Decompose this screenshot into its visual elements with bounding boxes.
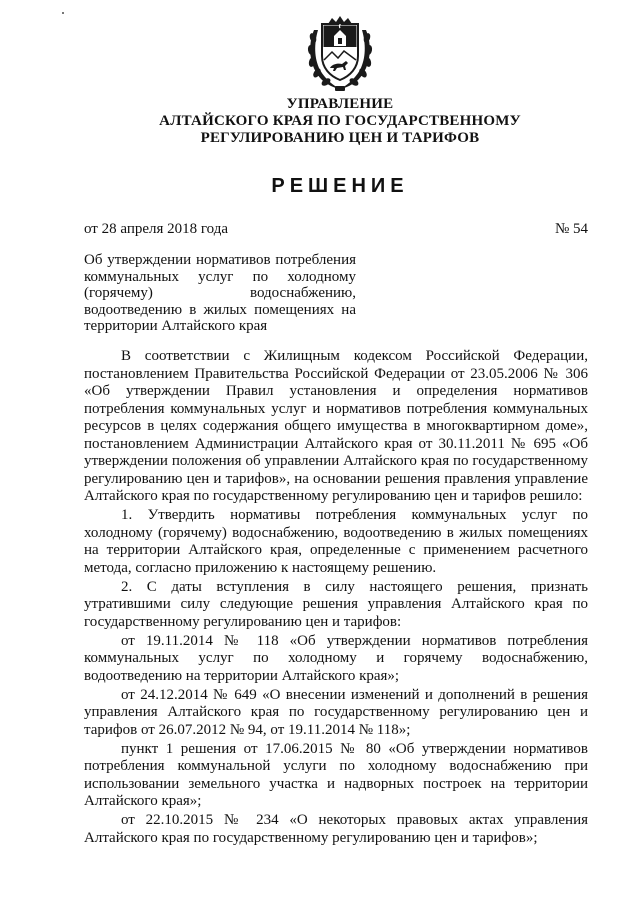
coat-of-arms-icon <box>304 14 376 94</box>
agency-line-1: УПРАВЛЕНИЕ <box>286 96 394 112</box>
repealed-decision-4: от 22.10.2015 № 234 «О некоторых правовых актах управления Алтайского края по государственному регулированию цен и тарифов»; <box>84 812 588 846</box>
agency-name <box>100 96 580 147</box>
document-number: № 54 <box>554 221 588 237</box>
coat-of-arms-graphic <box>304 14 376 94</box>
repealed-decision-1: от 19.11.2014 № 118 «Об утверждении нормативов потребления коммунальных услуг по холодному и горячему водоснабжению, водоотведению на территории Алтайского края»; <box>84 632 588 684</box>
document-type-title: РЕШЕНИЕ <box>271 175 409 197</box>
scan-speck <box>62 12 64 14</box>
agency-line-3: РЕГУЛИРОВАНИЮ ЦЕН И ТАРИФОВ <box>200 130 480 146</box>
agency-line-2: АЛТАЙСКОГО КРАЯ ПО ГОСУДАРСТВЕННОМУ <box>159 113 521 129</box>
document-date: от 28 апреля 2018 года <box>84 221 229 237</box>
preamble-paragraph: В соответствии с Жилищным кодексом Российской Федерации, постановлением Правительства Российской Федерации от 23.05.2006 № 306 «Об утверждении Правил установления и определения нормативов потребления коммунальных услуг и нормативов потребления коммунальных ресурсов в целях содержания общего имущества в многоквартирном доме», постановлением Администрации Алтайского края от 30.11.2011 № 695 «Об утверждении положения об управлении Алтайского края по государственному регулированию цен и тарифов», на основании решения правления управление Алтайского края по государственному регулированию цен и тарифов решило: <box>84 348 588 504</box>
document-subject: Об утверждении нормативов потребления коммунальных услуг по холодному (горячему) водоснабжению, водоотведению в жилых помещениях на территории Алтайского края <box>84 252 356 334</box>
item-1-paragraph: 1. Утвердить нормативы потребления коммунальных услуг по холодному (горячему) водоснабжению, водоотведению в жилых помещениях на территории Алтайского края, определенные с применением расчетного метода, согласно приложению к настоящему решению. <box>84 507 588 576</box>
repealed-decision-3: пункт 1 решения от 17.06.2015 № 80 «Об утверждении нормативов потребления коммунальной услуги по холодному водоснабжению при использовании земельного участка и надворных построек на территории Алтайского края»; <box>84 740 588 809</box>
item-2-paragraph: 2. С даты вступления в силу настоящего решения, признать утратившими силу следующие решения управления Алтайского края по государственному регулированию цен и тарифов: <box>84 578 588 630</box>
document-body <box>84 348 588 847</box>
repealed-decision-2: от 24.12.2014 № 649 «О внесении изменений и дополнений в решения управления Алтайского края по государственному регулированию цен и тарифов от 26.07.2012 № 94, от 19.11.2014 № 118»; <box>84 686 588 738</box>
